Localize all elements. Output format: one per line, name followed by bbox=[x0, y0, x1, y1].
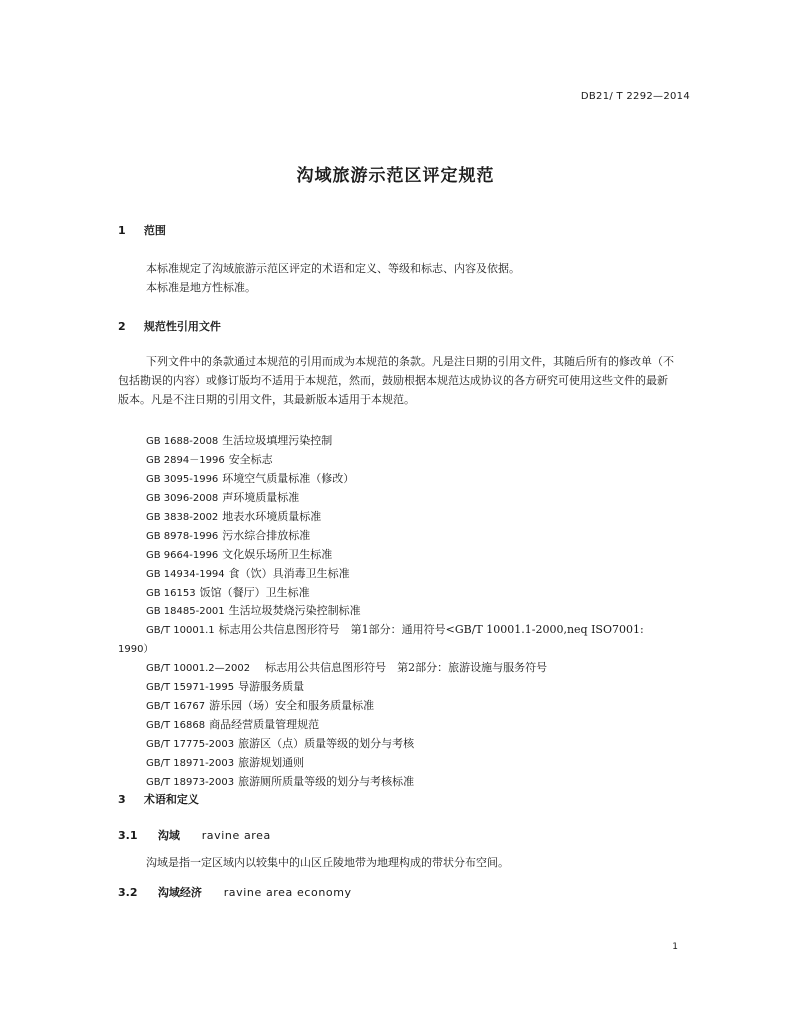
reference-list bbox=[118, 432, 686, 792]
term-heading bbox=[118, 827, 271, 843]
reference-name: 文化娱乐场所卫生标准 bbox=[222, 547, 333, 561]
reference-code: GB 3096-2008 bbox=[146, 492, 219, 504]
reference-code: GB/T 18971-2003 bbox=[146, 757, 235, 769]
reference-name: 旅游规划通则 bbox=[238, 755, 305, 769]
reference-item bbox=[146, 565, 686, 584]
term-name: 沟域经济 bbox=[157, 886, 202, 899]
reference-code: GB 16153 bbox=[146, 587, 196, 599]
reference-item bbox=[146, 754, 686, 773]
section-title: 规范性引用文件 bbox=[143, 320, 221, 333]
reference-name: 环境空气质量标准（修改） bbox=[222, 471, 355, 485]
reference-name: 旅游厕所质量等级的划分与考核标准 bbox=[238, 774, 415, 788]
reference-name: 标志用公共信息图形符号 第2部分：旅游设施与服务符号 bbox=[254, 661, 548, 675]
reference-item bbox=[146, 678, 686, 697]
reference-name: 生活垃圾焚烧污染控制标准 bbox=[228, 604, 361, 618]
reference-code: GB 9664-1996 bbox=[146, 549, 219, 561]
term-heading bbox=[118, 884, 352, 900]
term-number: 3.2 bbox=[118, 886, 138, 899]
reference-code: GB/T 16767 bbox=[146, 701, 206, 713]
reference-name: 导游服务质量 bbox=[238, 680, 305, 694]
term-number: 3.1 bbox=[118, 829, 138, 842]
reference-code: GB/T 10001.1 bbox=[146, 625, 215, 637]
reference-item bbox=[146, 602, 686, 621]
reference-code: GB 1688-2008 bbox=[146, 436, 219, 447]
scope-body bbox=[118, 259, 704, 297]
reference-code: GB 18485-2001 bbox=[146, 606, 225, 618]
reference-code: GB/T 16868 bbox=[146, 720, 206, 732]
section-number: 1 bbox=[118, 224, 126, 237]
reference-code: GB 3838-2002 bbox=[146, 511, 219, 523]
reference-code: GB 2894－1996 bbox=[146, 454, 225, 466]
reference-name: 标志用公共信息图形符号 第1部分：通用符号<GB/T 10001.1-2000,neq ISO7001: bbox=[218, 623, 644, 637]
reference-code: GB/T 15971-1995 bbox=[146, 682, 235, 694]
reference-name: 安全标志 bbox=[228, 452, 273, 466]
section-heading-scope bbox=[118, 222, 166, 238]
reference-item bbox=[146, 451, 686, 470]
reference-name: 食（饮）具消毒卫生标准 bbox=[228, 566, 350, 580]
section-number: 3 bbox=[118, 793, 126, 806]
reference-name: 商品经营质量管理规范 bbox=[209, 718, 320, 732]
reference-code: GB/T 17775-2003 bbox=[146, 739, 235, 750]
reference-code: GB 8978-1996 bbox=[146, 530, 219, 542]
reference-name: 污水综合排放标准 bbox=[222, 528, 311, 542]
term-english: ravine area economy bbox=[223, 886, 352, 899]
reference-name: 声环境质量标准 bbox=[222, 490, 300, 504]
reference-item bbox=[146, 470, 686, 489]
reference-item bbox=[146, 659, 686, 678]
scope-paragraph: 本标准是地方性标准。 bbox=[146, 281, 256, 294]
reference-item bbox=[146, 546, 686, 565]
reference-name: 饭馆（餐厅）卫生标准 bbox=[199, 585, 310, 599]
reference-name: 生活垃圾填埋污染控制 bbox=[222, 434, 333, 447]
section-title: 范围 bbox=[143, 224, 166, 237]
standard-code: DB21/ T 2292—2014 bbox=[580, 91, 690, 102]
reference-item bbox=[146, 489, 686, 508]
scope-paragraph: 本标准规定了沟域旅游示范区评定的术语和定义、等级和标志、内容及依据。 bbox=[146, 262, 520, 275]
reference-item bbox=[146, 432, 686, 451]
reference-item bbox=[146, 735, 686, 754]
section-number: 2 bbox=[118, 320, 126, 333]
reference-item bbox=[146, 773, 686, 792]
reference-name: 地表水环境质量标准 bbox=[222, 509, 322, 523]
section-heading-references bbox=[118, 318, 221, 334]
reference-code: 1990） bbox=[118, 644, 154, 656]
reference-code: GB 3095-1996 bbox=[146, 473, 219, 485]
references-intro-text: 下列文件中的条款通过本规范的引用而成为本规范的条款。凡是注日期的引用文件，其随后所有的修改单（不包括勘误的内容）或修订版均不适用于本规范，然而，鼓励根据本规范达成协议的各方研究可使用这些文件的最新版本。凡是不注日期的引用文件，其最新版本适用于本规范。 bbox=[118, 355, 674, 406]
term-definition-text: 沟域是指一定区域内以较集中的山区丘陵地带为地理构成的带状分布空间。 bbox=[146, 856, 509, 869]
reference-item bbox=[146, 527, 686, 546]
reference-item-continuation bbox=[118, 640, 686, 659]
term-name: 沟域 bbox=[157, 829, 180, 842]
reference-item bbox=[146, 584, 686, 603]
reference-code: GB 14934-1994 bbox=[146, 568, 225, 580]
reference-code: GB/T 10001.2—2002 bbox=[146, 663, 251, 675]
section-title: 术语和定义 bbox=[143, 793, 199, 806]
reference-item bbox=[146, 697, 686, 716]
section-heading-terms bbox=[118, 791, 199, 807]
reference-item bbox=[146, 621, 686, 640]
document-title: 沟域旅游示范区评定规范 bbox=[296, 166, 495, 186]
reference-name: 旅游区（点）质量等级的划分与考核 bbox=[238, 737, 415, 750]
term-english: ravine area bbox=[201, 829, 271, 842]
term-definition bbox=[118, 853, 704, 872]
references-intro bbox=[118, 352, 678, 409]
reference-code: GB/T 18973-2003 bbox=[146, 776, 235, 788]
page-number: 1 bbox=[672, 942, 678, 952]
reference-item bbox=[146, 508, 686, 527]
reference-item bbox=[146, 716, 686, 735]
reference-name: 游乐园（场）安全和服务质量标准 bbox=[209, 699, 375, 713]
